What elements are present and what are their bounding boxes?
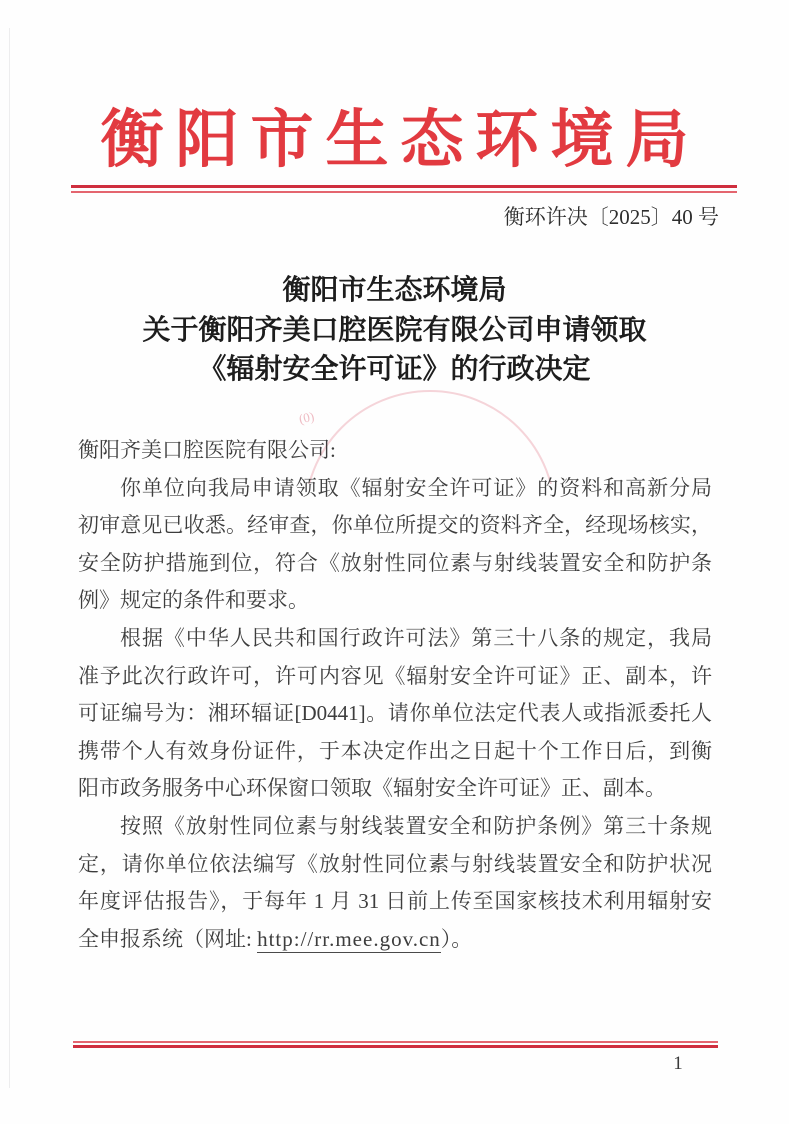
document-number: 衡环许决〔2025〕40 号 bbox=[503, 205, 719, 229]
body-line-closing bbox=[78, 921, 712, 959]
header-rule-thin bbox=[71, 191, 737, 193]
body-line-8: 携带个人有效身份证件，于本决定作出之日起十个工作日后，到衡 bbox=[78, 738, 712, 763]
body-line-11: 定，请你单位依法编写《放射性同位素与射线装置安全和防护状况 bbox=[78, 851, 712, 876]
body-line-1: 你单位向我局申请领取《辐射安全许可证》的资料和高新分局 bbox=[120, 475, 712, 500]
header-rule-thick bbox=[71, 185, 737, 188]
page-number: 1 bbox=[673, 1053, 683, 1074]
document-body bbox=[78, 432, 712, 958]
body-line-9: 阳市政务服务中心环保窗口领取《辐射安全许可证》正、副本。 bbox=[78, 776, 666, 801]
body-line-3: 安全防护措施到位，符合《放射性同位素与射线装置安全和防护条 bbox=[78, 550, 712, 575]
salutation: 衡阳齐美口腔医院有限公司: bbox=[78, 438, 336, 462]
footer-rule-thin bbox=[73, 1041, 718, 1043]
report-system-url: http://rr.mee.gov.cn bbox=[257, 926, 441, 951]
body-line-7: 可证编号为：湘环辐证[D0441]。请你单位法定代表人或指派委托人 bbox=[78, 701, 712, 726]
body-line-12: 年度评估报告》，于每年 1 月 31 日前上传至国家核技术利用辐射安 bbox=[78, 889, 712, 914]
seal-bleed-mark: (0) bbox=[297, 408, 316, 427]
body-line-2: 初审意见已收悉。经审查，你单位所提交的资料齐全，经现场核实， bbox=[78, 513, 712, 538]
title-line-3: 《辐射安全许可证》的行政决定 bbox=[198, 354, 591, 385]
body-line-6: 准予此次行政许可，许可内容见《辐射安全许可证》正、副本，许 bbox=[78, 663, 712, 688]
body-line-4: 例》规定的条件和要求。 bbox=[78, 588, 309, 613]
scan-edge-line bbox=[9, 28, 10, 1088]
document-title bbox=[0, 271, 789, 390]
footer-rule-thick bbox=[73, 1045, 718, 1048]
closing-text-post: ）。 bbox=[440, 926, 473, 951]
closing-text-pre: 全申报系统（网址: bbox=[78, 926, 258, 951]
body-line-10: 按照《放射性同位素与射线装置安全和防护条例》第三十条规 bbox=[120, 813, 712, 838]
letterhead-agency-name: 衡阳市生态环境局 bbox=[100, 105, 701, 175]
title-line-1: 衡阳市生态环境局 bbox=[282, 275, 507, 306]
title-line-2: 关于衡阳齐美口腔医院有限公司申请领取 bbox=[142, 314, 647, 346]
body-line-5: 根据《中华人民共和国行政许可法》第三十八条的规定，我局 bbox=[120, 625, 712, 650]
